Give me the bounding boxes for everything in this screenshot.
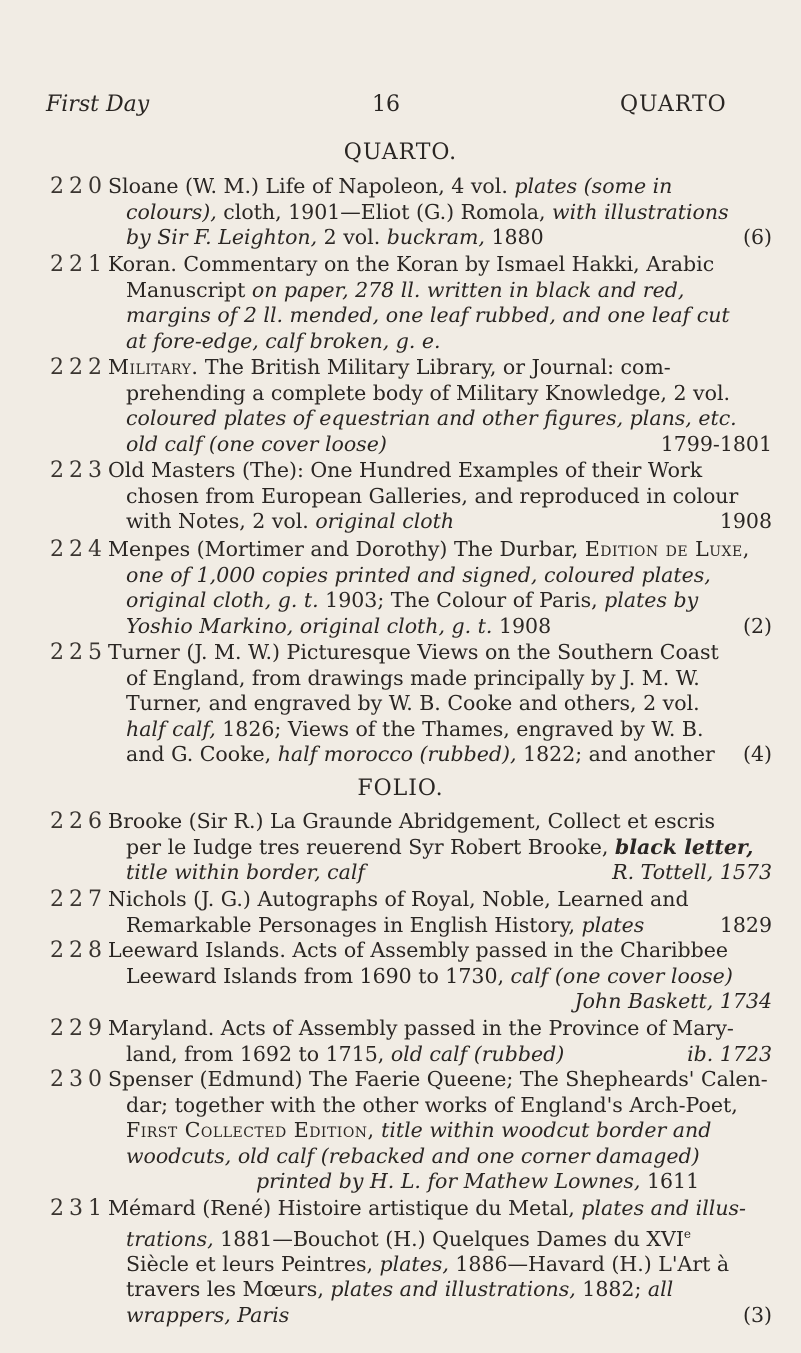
lot-description: Brooke (Sir R.) La Graunde Abridgement, Collect et escris per le Iudge tres reuerend Syr Robert Brooke, black letter, title within border, calf R. Tottell, 1573 [108, 809, 772, 884]
lot-description: Turner (J. M. W.) Picturesque Views on the Southern Coast of England, from drawings made principally by J. M. W. Turner, and engraved by W. B. Cooke and others, 2 vol. half calf, 1826; Views of the Thames, engraved by W. B. and G. Cooke, half morocco (rubbed), 1822; and another (4) [108, 640, 772, 766]
section-heading-folio: FOLIO. [357, 776, 444, 801]
running-head-format: QUARTO [620, 92, 727, 117]
lot-quantity: (4) [742, 742, 772, 766]
lot-description: Nichols (J. G.) Autographs of Royal, Noble, Learned and Remarkable Personages in English History, plates 1829 [108, 887, 772, 937]
lot-number: 226 [50, 809, 107, 834]
lot-quantity: (6) [742, 225, 772, 249]
lot-description: Sloane (W. M.) Life of Napoleon, 4 vol. plates (some in colours), cloth, 1901—Eliot (G.) Romola, with illustrations by Sir F. Leighton, 2 vol. buckram, 1880 (6) [108, 174, 772, 249]
lot-imprint: John Baskett, 1734 [574, 989, 772, 1013]
lot-description: Old Masters (The): One Hundred Examples of their Work chosen from European Galleries, and reproduced in colour with Notes, 2 vol. original cloth 1908 [108, 458, 772, 533]
lot-description: Mémard (René) Histoire artistique du Metal, plates and illus- trations, 1881—Bouchot (H.) Quelques Dames du XVIe Siècle et leurs Peintres, plates, 1886—Havard (H.) L'Art à travers les Mœurs, plates and illustrations, 1882; all wrappers, Paris (3) [108, 1196, 772, 1327]
lot-number: 229 [50, 1016, 107, 1041]
lot-imprint: ib. 1723 [687, 1041, 772, 1066]
section-heading-quarto: QUARTO. [343, 140, 458, 165]
lot-description: Spenser (Edmund) The Faerie Queene; The Shepheards' Calen- dar; together with the other works of England's Arch-Poet, First Collected Edition, title within woodcut border and woodcuts, old calf (rebacked and one corner damaged) printed by H. L. for Mathew Lownes, 1611 [108, 1067, 768, 1193]
lot-date: 1799-1801 [660, 431, 772, 456]
lot-number: 221 [50, 252, 107, 277]
lot-imprint: R. Tottell, 1573 [612, 860, 772, 884]
lot-number: 227 [50, 887, 107, 912]
lot-description: Maryland. Acts of Assembly passed in the Province of Mary- land, from 1692 to 1715, old calf (rubbed) ib. 1723 [108, 1016, 772, 1066]
lot-description: Military. The British Military Library, or Journal: com- prehending a complete body of Military Knowledge, 2 vol. coloured plates of equestrian and other figures, plans, etc. old calf (one cover loose) 1799-1801 [108, 355, 772, 456]
lot-number: 225 [50, 640, 107, 665]
lot-number: 230 [50, 1067, 107, 1092]
lot-number: 222 [50, 355, 107, 380]
page-number: 16 [372, 92, 400, 117]
lot-number: 223 [50, 458, 107, 483]
lot-number: 224 [50, 537, 107, 562]
lot-number: 220 [50, 174, 107, 199]
running-head [0, 92, 801, 122]
lot-quantity: (3) [742, 1302, 772, 1327]
lot-number: 231 [50, 1196, 107, 1221]
lot-number: 228 [50, 938, 107, 963]
lot-description: Menpes (Mortimer and Dorothy) The Durbar, Edition de Luxe, one of 1,000 copies printed and signed, coloured plates, original cloth, g. t. 1903; The Colour of Paris, plates by Yoshio Markino, original cloth, g. t. 1908 (2) [108, 537, 772, 638]
lot-date: 1908 [719, 509, 772, 533]
lot-description: Koran. Commentary on the Koran by Ismael Hakki, Arabic Manuscript on paper, 278 ll. written in black and red, margins of 2 ll. mended, one leaf rubbed, and one leaf cut at fore-edge, calf broken, g. e. [108, 252, 730, 353]
lot-description: Leeward Islands. Acts of Assembly passed in the Charibbee Leeward Islands from 1690 to 1730, calf (one cover loose) John Baskett, 1734 [108, 938, 772, 1013]
lot-quantity: (2) [742, 613, 772, 638]
lot-date: 1829 [719, 912, 772, 937]
running-head-day: First Day [46, 92, 150, 117]
